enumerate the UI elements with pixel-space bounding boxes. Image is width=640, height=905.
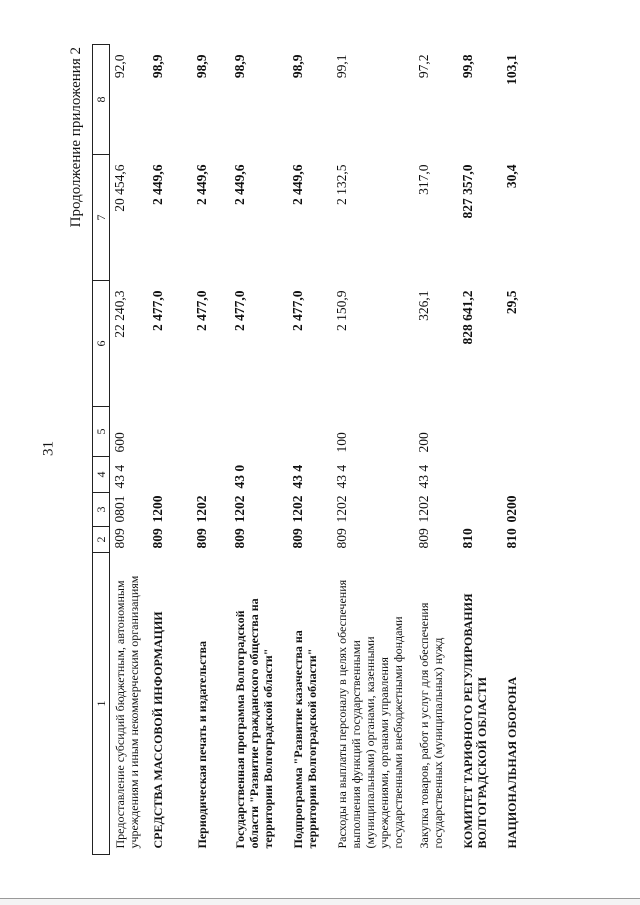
table-row — [414, 45, 458, 855]
table-row — [458, 45, 502, 855]
cell-expense-type — [148, 407, 192, 457]
cell-approved: 2 477,0 — [289, 290, 305, 331]
cell-ministry: 809 — [415, 528, 431, 549]
cell-section: 1202 — [289, 495, 305, 523]
cell-expense-type — [230, 407, 288, 457]
cell-executed: 20 454,6 — [112, 164, 127, 212]
row-name: НАЦИОНАЛЬНАЯ ОБОРОНА — [504, 676, 519, 849]
table-row — [288, 45, 332, 855]
table-row — [502, 45, 530, 855]
cell-target — [192, 457, 230, 493]
cell-section: 0200 — [503, 495, 519, 523]
row-name: Предоставление субсидий бюджетным, автономным учреждениям и иным некоммерческим организациям — [113, 575, 141, 849]
cell-ministry: 810 — [503, 528, 519, 549]
cell-expense-type — [288, 407, 332, 457]
cell-percent: 98,9 — [289, 54, 305, 79]
column-header: 6 — [93, 281, 110, 407]
cell-target: 43 0 — [231, 464, 247, 489]
cell-approved: 2 150,9 — [333, 290, 349, 331]
table-row — [148, 45, 192, 855]
cell-approved: 828 641,2 — [459, 290, 475, 345]
cell-percent: 103,1 — [503, 54, 519, 85]
cell-section: 1202 — [231, 495, 247, 523]
table-row — [332, 45, 414, 855]
rotated-page — [70, 45, 620, 855]
cell-expense-type — [192, 407, 230, 457]
cell-target — [458, 457, 502, 493]
cell-ministry: 809 — [149, 528, 165, 549]
cell-target — [502, 457, 530, 493]
cell-ministry: 809 — [289, 528, 305, 549]
cell-percent: 99,1 — [333, 54, 349, 79]
table-row — [110, 45, 148, 855]
cell-approved: 2 477,0 — [193, 290, 209, 331]
cell-executed: 2 449,6 — [193, 164, 209, 205]
cell-target — [148, 457, 192, 493]
cell-percent: 97,2 — [415, 54, 431, 79]
cell-executed: 2 449,6 — [289, 164, 305, 205]
cell-section: 1200 — [149, 495, 165, 523]
cell-section — [458, 493, 502, 527]
column-header: 5 — [93, 407, 110, 457]
cell-target: 43 4 — [112, 464, 127, 489]
table-row — [230, 45, 288, 855]
table-body — [110, 45, 530, 855]
cell-percent: 98,9 — [149, 54, 165, 79]
cell-executed: 317,0 — [415, 164, 431, 195]
cell-section: 1202 — [333, 495, 349, 523]
table-row — [192, 45, 230, 855]
cell-ministry: 809 — [333, 528, 349, 549]
column-header: 1 — [93, 553, 110, 855]
row-name: Государственная программа Волгоградской области "Развитие гражданского общества на территории Волгоградской области" — [232, 598, 275, 849]
cell-expense-type — [458, 407, 502, 457]
column-header: 4 — [93, 457, 110, 493]
column-header: 3 — [93, 493, 110, 527]
cell-target: 43 4 — [415, 464, 431, 489]
page-number: 31 — [40, 441, 57, 456]
cell-percent: 99,8 — [459, 54, 475, 79]
row-name: КОМИТЕТ ТАРИФНОГО РЕГУЛИРОВАНИЯ ВОЛГОГРАДСКОЙ ОБЛАСТИ — [460, 593, 489, 849]
cell-ministry: 809 — [193, 528, 209, 549]
column-header: 2 — [93, 527, 110, 553]
cell-approved: 2 477,0 — [149, 290, 165, 331]
cell-approved: 29,5 — [503, 290, 519, 315]
row-name: Подпрограмма "Развитие казачества на территории Волгоградской области" — [290, 630, 319, 849]
cell-approved: 2 477,0 — [231, 290, 247, 331]
cell-percent: 98,9 — [193, 54, 209, 79]
cell-section: 0801 — [112, 495, 127, 523]
row-name: Расходы на выплаты персоналу в целях обеспечения выполнения функций государственными (муниципальными) органами, казенными учреждениями, органами управления государственными внебюджетными фондами — [334, 579, 405, 849]
cell-ministry: 809 — [231, 528, 247, 549]
column-header: 8 — [93, 45, 110, 155]
cell-approved: 326,1 — [415, 290, 431, 321]
cell-percent: 98,9 — [231, 54, 247, 79]
cell-executed: 2 132,5 — [333, 164, 349, 205]
row-name: Периодическая печать и издательства — [194, 640, 209, 849]
cell-expense-type: 600 — [112, 432, 127, 453]
cell-approved: 22 240,3 — [112, 290, 127, 338]
cell-executed: 2 449,6 — [149, 164, 165, 205]
cell-section: 1202 — [193, 495, 209, 523]
cell-ministry: 809 — [112, 528, 127, 549]
cell-expense-type: 100 — [333, 432, 349, 453]
row-name: СРЕДСТВА МАССОВОЙ ИНФОРМАЦИИ — [150, 611, 165, 849]
cell-target: 43 4 — [289, 464, 305, 489]
cell-executed: 827 357,0 — [459, 164, 475, 219]
scan-bottom-edge — [0, 898, 640, 905]
cell-section: 1202 — [415, 495, 431, 523]
table-header — [93, 45, 110, 855]
cell-executed: 30,4 — [503, 164, 519, 189]
cell-executed: 2 449,6 — [231, 164, 247, 205]
budget-table — [92, 44, 530, 855]
cell-percent: 92,0 — [112, 54, 127, 79]
appendix-caption: Продолжение приложения 2 — [68, 47, 84, 228]
cell-target: 43 4 — [333, 464, 349, 489]
cell-expense-type — [502, 407, 530, 457]
row-name: Закупка товаров, работ и услуг для обеспечения государственных (муниципальных) нужд — [416, 602, 445, 849]
cell-ministry: 810 — [459, 528, 475, 549]
cell-expense-type: 200 — [415, 432, 431, 453]
column-header: 7 — [93, 155, 110, 281]
